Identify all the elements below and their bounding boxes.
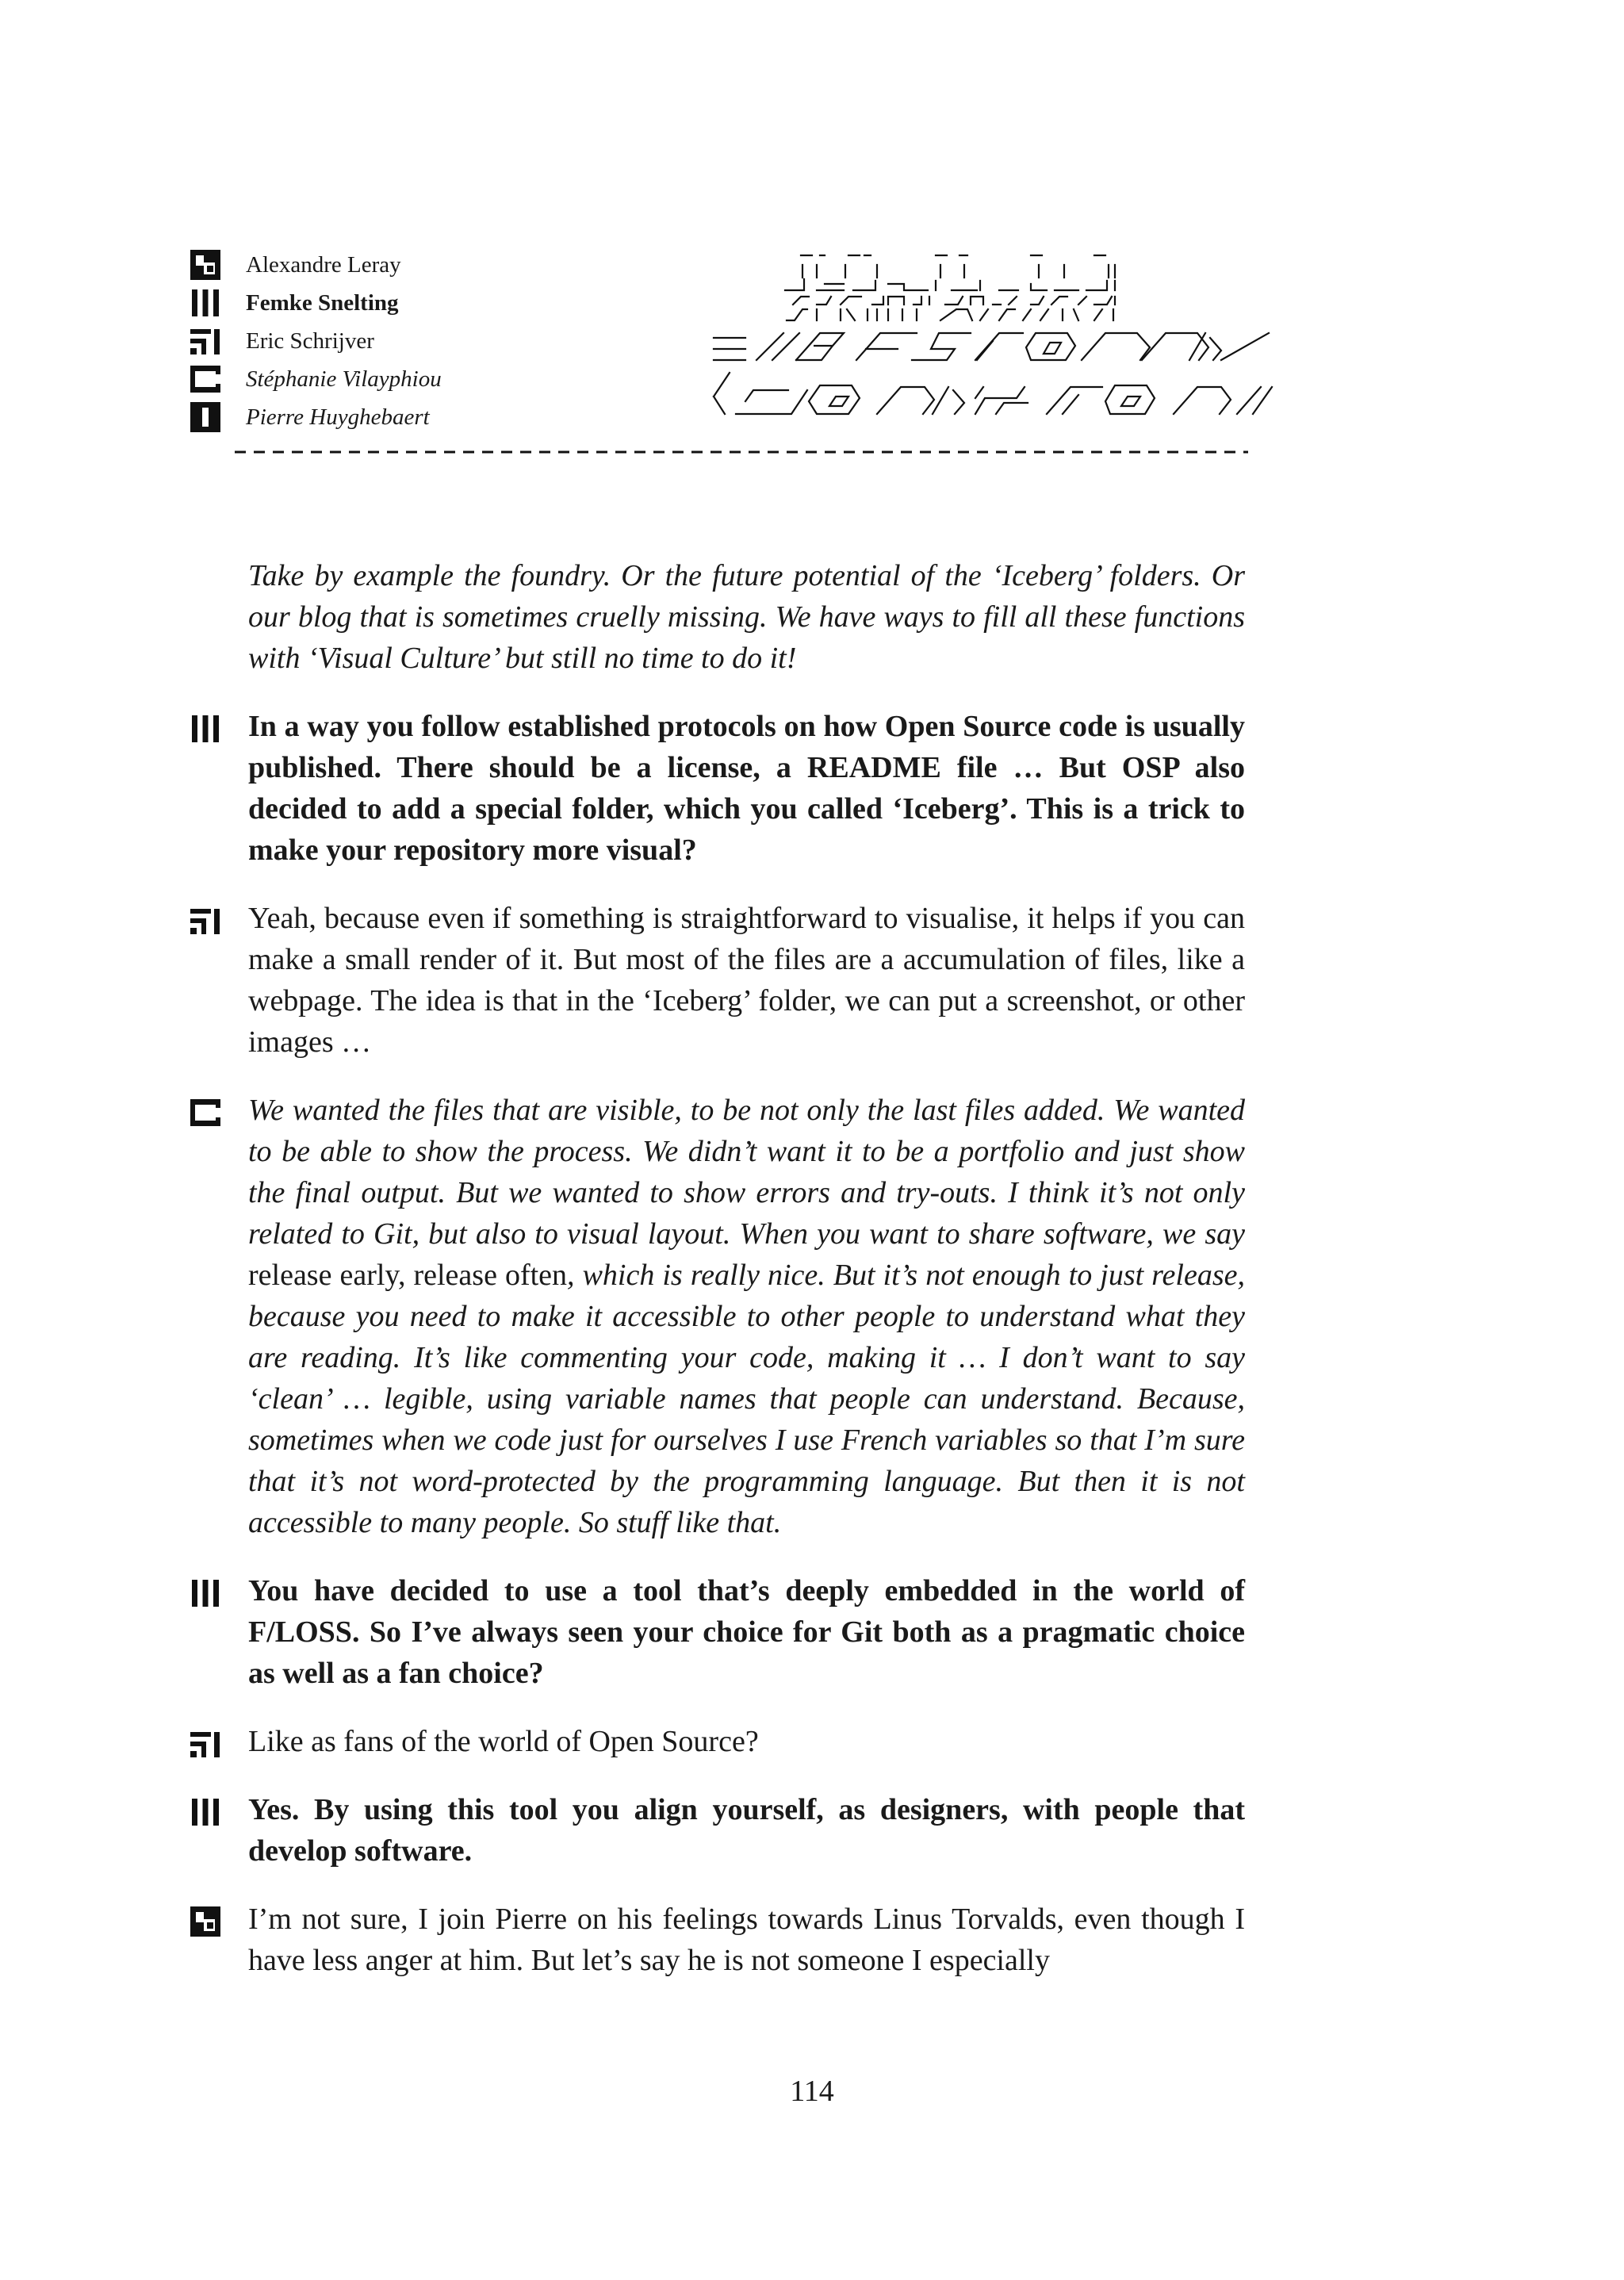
speaker-maze-icon xyxy=(190,1729,220,1759)
speaker-legend xyxy=(190,246,442,436)
interview-body xyxy=(190,555,1245,2008)
question-paragraph: Yes. By using this tool you align yourself, as designers, with people that develop software. xyxy=(248,1793,1245,1868)
answer-text-upright: release early, release often xyxy=(248,1259,568,1292)
answer-paragraph: I’m not sure, I join Pierre on his feelings towards Linus Torvalds, even though I have less anger at him. But let’s say he is not someone I especially xyxy=(248,1903,1245,1977)
turn-question-2 xyxy=(190,1570,1245,1694)
speaker-three-bars-icon xyxy=(190,714,220,744)
legend-row-femke xyxy=(190,284,442,322)
speaker-name: Alexandre Leray xyxy=(246,251,401,278)
answer-text-part: , which is really nice. But it’s not enough to just release, because you need to make it accessible to other people to understand what they are reading. It’s like commenting your code, making it … I don’t want to say ‘clean’ … legible, using variable names that people can understand. Because, sometimes when we code just for ourselves I use French variables so that I’m sure that it’s not word-protected by the programming language. But then it is not accessible to many people. So stuff like that. xyxy=(248,1259,1245,1539)
turn-intro xyxy=(190,555,1245,679)
speaker-three-bars-icon xyxy=(190,1797,220,1827)
turn-question-1 xyxy=(190,706,1245,871)
turn-answer-4 xyxy=(190,1899,1245,1981)
speaker-three-bars-icon xyxy=(190,1578,220,1608)
question-paragraph: You have decided to use a tool that’s deeply embedded in the world of F/LOSS. So I’ve always seen your choice for Git both as a pragmatic choice as well as a fan choice? xyxy=(248,1574,1245,1690)
ascii-art-title xyxy=(698,238,1277,436)
answer-paragraph xyxy=(248,1090,1245,1543)
speaker-name: Stéphanie Vilayphiou xyxy=(246,366,442,392)
speaker-name: Eric Schrijver xyxy=(246,328,374,354)
speaker-name: Femke Snelting xyxy=(246,289,399,316)
legend-row-pierre xyxy=(190,398,442,436)
speaker-maze-icon xyxy=(190,906,220,936)
speaker-square-notch-icon xyxy=(190,1906,220,1937)
speaker-name: Pierre Huyghebaert xyxy=(246,404,430,430)
turn-answer-3 xyxy=(190,1721,1245,1762)
legend-row-eric xyxy=(190,322,442,360)
answer-paragraph: Like as fans of the world of Open Source? xyxy=(248,1725,759,1758)
speaker-bracket-icon xyxy=(190,1098,220,1128)
speaker-three-bars-icon xyxy=(190,288,220,318)
speaker-square-notch-icon xyxy=(190,250,220,280)
page-number: 114 xyxy=(790,2075,834,2108)
legend-row-stephanie xyxy=(190,360,442,398)
turn-question-3 xyxy=(190,1789,1245,1872)
legend-row-alexandre xyxy=(190,246,442,284)
intro-paragraph: Take by example the foundry. Or the future potential of the ‘Iceberg’ folders. Or our blog that is sometimes cruelly missing. We have ways to fill all these functions with ‘Visual Culture’ but still no time to do it! xyxy=(248,559,1245,675)
ascii-dash-rule xyxy=(235,444,1248,460)
speaker-bracket-icon xyxy=(190,364,220,394)
answer-text-part: We wanted the files that are visible, to be not only the last files added. We wanted to be able to show the process. We didn’t want it to be a portfolio and just show the final output. But we wanted to show errors and try-outs. I think it’s not only related to Git, but also to visual layout. When you want to share software, we say xyxy=(248,1094,1245,1251)
answer-paragraph: Yeah, because even if something is straightforward to visualise, it helps if you can make a small render of it. But most of the files are a accumulation of files, like a webpage. The idea is that in the ‘Iceberg’ folder, we can put a screenshot, or other images … xyxy=(248,902,1245,1059)
turn-answer-2 xyxy=(190,1090,1245,1543)
turn-answer-1 xyxy=(190,898,1245,1063)
speaker-maze-icon xyxy=(190,326,220,356)
question-paragraph: In a way you follow established protocols on how Open Source code is usually published. There should be a license, a README file … But OSP also decided to add a special folder, which you called ‘Iceberg’. This is a trick to make your repository more visual? xyxy=(248,710,1245,867)
speaker-block-icon xyxy=(190,402,220,432)
